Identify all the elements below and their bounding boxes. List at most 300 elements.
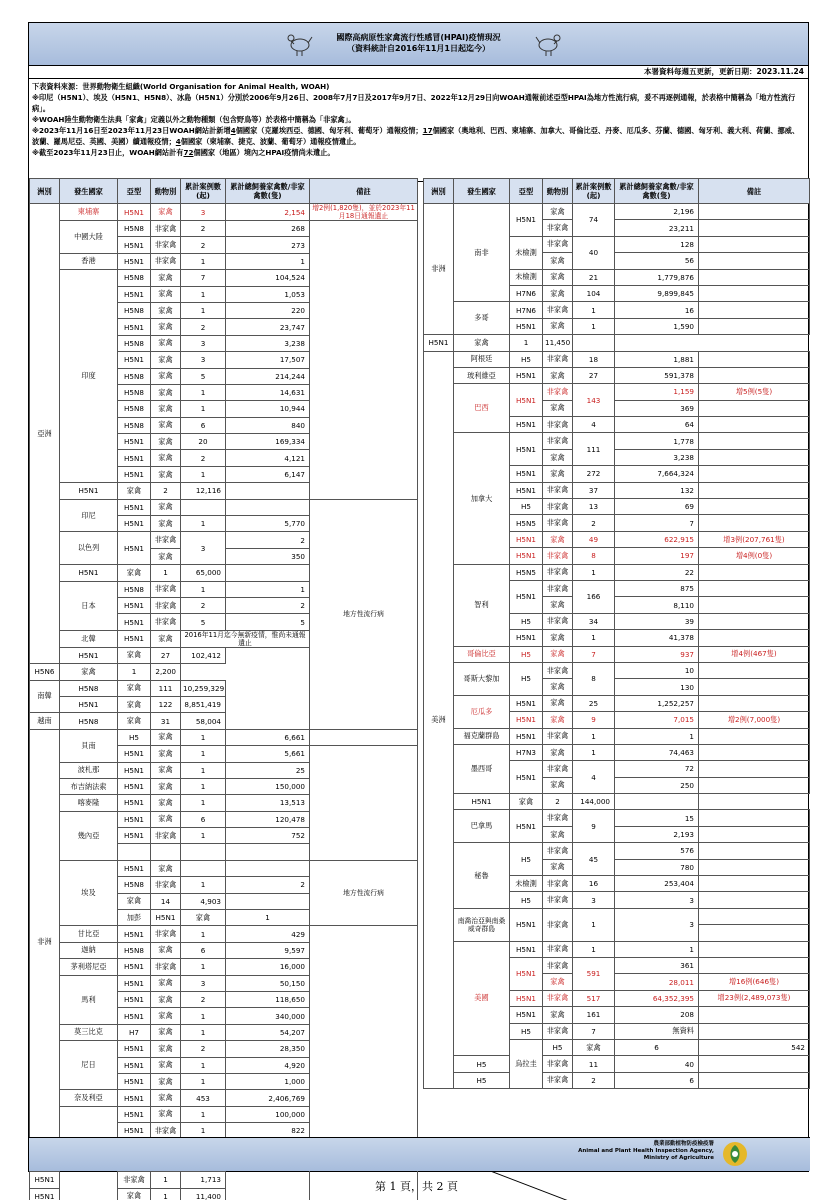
animal-cell: 家禽 (118, 483, 151, 499)
birds-cell: 780 (615, 859, 699, 875)
birds-cell: 39 (615, 613, 699, 629)
subtype-cell: H5N1 (510, 482, 543, 498)
table-row (30, 729, 418, 745)
col-remark: 備註 (310, 179, 418, 204)
cases-cell: 111 (151, 680, 181, 696)
birds-cell: 120,478 (226, 811, 310, 827)
birds-cell: 2 (226, 597, 310, 613)
subtype-cell: H7N3 (510, 744, 543, 760)
subtype-cell: H5N1 (118, 778, 151, 794)
subtype-cell: H5N1 (118, 1106, 151, 1122)
subtype-cell: H5N1 (151, 910, 181, 926)
subtype-cell: 未檢測 (510, 269, 543, 285)
birds-cell: 4,903 (181, 893, 226, 909)
col-continent: 洲別 (424, 179, 454, 204)
subtype-cell: H5N1 (118, 532, 151, 565)
birds-cell: 1,881 (615, 351, 699, 367)
source-note: 下表資料來源：世界動物衛生組織(World Organisation for Animal Health, WOAH) (32, 82, 330, 91)
birds-cell: 56 (615, 253, 699, 269)
col-country: 發生國家 (454, 179, 510, 204)
country-cell: 多哥 (454, 302, 510, 335)
country-cell: 馬利 (60, 975, 118, 1024)
cases-cell: 6 (181, 417, 226, 433)
col-birds: 累計總飼養家禽數/非家禽數(隻) (615, 179, 699, 204)
subtype-cell: H5 (454, 1072, 510, 1088)
birds-cell: 9,899,845 (615, 285, 699, 301)
birds-cell: 132 (615, 482, 699, 498)
cases-cell: 34 (573, 613, 615, 629)
birds-cell: 12,116 (181, 483, 226, 499)
cases-cell: 13 (573, 499, 615, 515)
table-row (30, 926, 418, 942)
cases-cell: 27 (151, 647, 181, 663)
subtype-cell: H5N1 (30, 1188, 60, 1200)
birds-cell: 253,404 (615, 876, 699, 892)
update-date: 本署資料每週五更新，更新日期：2023.11.24 (644, 67, 804, 76)
remark-cell (699, 285, 810, 301)
subtype-cell: H5N8 (118, 581, 151, 597)
country-cell: 茅利塔尼亞 (60, 959, 118, 975)
remark-cell: 增4例(467隻) (699, 646, 810, 662)
subtype-cell: H5N1 (118, 630, 151, 647)
animal-cell: 家禽 (543, 597, 573, 613)
remark-cell (699, 417, 810, 433)
cases-cell: 49 (573, 531, 615, 547)
cases-cell: 1 (181, 926, 226, 942)
cases-cell: 2 (181, 991, 226, 1007)
cases-cell: 1 (181, 762, 226, 778)
subtype-cell: H5N5 (510, 515, 543, 531)
remark-cell (699, 908, 810, 924)
birds-cell (226, 844, 310, 860)
table-row (424, 302, 810, 318)
birds-cell: 1,000 (226, 1073, 310, 1089)
animal-cell: 家禽 (151, 302, 181, 318)
birds-cell: 4,121 (226, 450, 310, 466)
remark-cell (699, 1072, 810, 1088)
country-cell: 貝南 (60, 729, 118, 762)
birds-cell: 64,352,395 (615, 990, 699, 1006)
cases-cell: 4 (573, 761, 615, 794)
cases-cell: 1 (181, 581, 226, 597)
subtype-cell: H7N6 (510, 302, 543, 318)
cases-cell: 1 (181, 1008, 226, 1024)
birds-cell: 1,053 (226, 286, 310, 302)
birds-cell: 6,147 (226, 466, 310, 482)
birds-cell: 50,150 (226, 975, 310, 991)
animal-cell: 家禽 (151, 1057, 181, 1073)
cases-cell: 1 (181, 384, 226, 400)
animal-cell: 家禽 (151, 499, 181, 515)
remark-cell (699, 1007, 810, 1023)
cases-cell: 1 (181, 778, 226, 794)
animal-cell: 家禽 (118, 893, 151, 909)
remark-cell (699, 925, 810, 941)
remark-cell (699, 269, 810, 285)
animal-cell: 家禽 (543, 318, 573, 334)
cases-cell: 6 (181, 811, 226, 827)
cases-cell: 8 (573, 548, 615, 564)
table-row (424, 695, 810, 711)
subtype-cell: H5N8 (118, 942, 151, 958)
subtype-cell: H5N1 (510, 941, 543, 957)
cases-cell: 2 (573, 515, 615, 531)
animal-cell: 家禽 (151, 729, 181, 745)
animal-cell: 非家禽 (151, 614, 181, 630)
birds-cell: 15 (615, 810, 699, 826)
animal-cell: 家禽 (151, 1024, 181, 1040)
cases-cell: 16 (573, 876, 615, 892)
country-cell: 埃及 (60, 860, 118, 926)
birds-cell: 840 (226, 417, 310, 433)
subtype-cell: H5N1 (510, 466, 543, 482)
animal-cell: 家禽 (151, 286, 181, 302)
birds-cell: 9,597 (226, 942, 310, 958)
country-cell: 哥斯大黎加 (454, 662, 510, 695)
cases-cell: 161 (573, 1007, 615, 1023)
subtype-cell: H5N5 (510, 564, 543, 580)
animal-cell: 家禽 (151, 1090, 181, 1106)
remark-cell (699, 843, 810, 859)
country-cell: 福克蘭群島 (454, 728, 510, 744)
cases-cell: 104 (573, 285, 615, 301)
subtype-cell: H5N1 (510, 810, 543, 843)
table-row (424, 810, 810, 826)
cases-cell: 591 (573, 957, 615, 990)
animal-cell: 非家禽 (543, 236, 573, 252)
animal-cell: 家禽 (151, 204, 181, 221)
country-cell: 加拿大 (454, 433, 510, 564)
subtype-cell: H5N1 (510, 417, 543, 433)
country-cell: 烏拉圭 (510, 1039, 543, 1088)
country-cell: 玻利維亞 (454, 367, 510, 383)
birds-cell: 576 (615, 843, 699, 859)
remark-cell (699, 810, 810, 826)
country-cell: 智利 (454, 564, 510, 646)
no-outbreak-note: 2016年11月迄今無新疫情，惟尚未通報遺止 (181, 630, 310, 647)
subtype-cell: H5N1 (118, 1090, 151, 1106)
cases-cell: 1 (181, 286, 226, 302)
animal-cell: 非家禽 (151, 253, 181, 269)
country-cell: 奈及利亞 (60, 1090, 118, 1106)
birds-cell (226, 860, 310, 876)
birds-cell: 3 (615, 908, 699, 941)
birds-cell: 8,110 (615, 597, 699, 613)
remark-cell (699, 253, 810, 269)
col-subtype: 亞型 (118, 179, 151, 204)
subtype-cell: H5N1 (510, 367, 543, 383)
animal-cell: 非家禽 (543, 843, 573, 859)
animal-cell: 非家禽 (543, 580, 573, 596)
cases-cell: 1 (226, 910, 310, 926)
cases-cell: 1 (181, 253, 226, 269)
notes-section (29, 78, 808, 182)
cases-cell: 1 (181, 828, 226, 844)
remark-cell: 增2例(1,820隻)，並於2023年11月18日通報遺止 (310, 204, 418, 221)
birds-cell: 7 (615, 515, 699, 531)
table-row (30, 860, 418, 876)
animal-cell: 家禽 (151, 548, 181, 564)
animal-cell: 家禽 (151, 417, 181, 433)
remark-cell (699, 1023, 810, 1039)
animal-cell: 非家禽 (543, 220, 573, 236)
page-subtitle: （資料統計自2016年11月1日起迄今） (347, 44, 490, 53)
country-cell: 幾內亞 (60, 811, 118, 860)
remark-cell (699, 728, 810, 744)
table-row (30, 204, 418, 221)
subtype-cell: H5 (510, 662, 543, 695)
subtype-cell: H5N1 (118, 762, 151, 778)
birds-cell: 369 (615, 400, 699, 416)
remark-cell: 增16例(646隻) (699, 974, 810, 990)
cases-cell: 1 (181, 746, 226, 762)
subtype-cell: H5N1 (510, 318, 543, 334)
country-cell: 中國大陸 (60, 221, 118, 254)
birds-cell: 250 (615, 777, 699, 793)
subtype-cell: H5N8 (118, 335, 151, 351)
subtype-cell: H5N8 (60, 680, 118, 696)
birds-cell: 72 (615, 761, 699, 777)
animal-cell: 家禽 (543, 695, 573, 711)
birds-cell: 2,193 (615, 826, 699, 842)
remark-cell: 地方性流行病 (310, 860, 418, 926)
animal-cell: 非家禽 (543, 662, 573, 678)
subtype-cell: H7N6 (510, 285, 543, 301)
subtype-cell: H5N1 (118, 450, 151, 466)
subtype-cell: H5 (510, 646, 543, 662)
animal-cell: 家禽 (151, 1008, 181, 1024)
remark-cell (615, 794, 699, 810)
cases-cell: 7 (573, 646, 615, 662)
country-cell: 秘魯 (454, 843, 510, 909)
subtype-cell: H5N1 (118, 466, 151, 482)
subtype-cell: H5N1 (118, 991, 151, 1007)
birds-cell: 16,000 (226, 959, 310, 975)
cases-cell: 1 (151, 1188, 181, 1200)
table-row (424, 646, 810, 662)
cases-cell: 1 (573, 302, 615, 318)
subtype-cell: H5N1 (118, 811, 151, 827)
remark-cell (699, 630, 810, 646)
animal-cell: 家禽 (543, 204, 573, 220)
animal-cell: 家禽 (151, 450, 181, 466)
cases-cell: 1 (181, 1123, 226, 1139)
remark-cell: 增4例(0隻) (699, 548, 810, 564)
cases-cell: 166 (573, 580, 615, 613)
subtype-cell: H5N1 (118, 499, 151, 515)
cases-cell: 21 (573, 269, 615, 285)
subtype-cell: H5N1 (424, 335, 454, 351)
subtype-cell: H5N1 (510, 695, 543, 711)
birds-cell: 875 (615, 580, 699, 596)
birds-cell: 2 (226, 532, 310, 548)
birds-cell: 118,650 (226, 991, 310, 1007)
subtype-cell: H5N1 (118, 253, 151, 269)
cases-cell: 2 (181, 237, 226, 253)
cases-cell: 14 (151, 893, 181, 909)
remark-cell (699, 679, 810, 695)
birds-cell: 1 (615, 941, 699, 957)
remark-cell (699, 892, 810, 908)
cases-cell: 1 (510, 335, 543, 351)
birds-cell: 1 (615, 728, 699, 744)
subtype-cell: H5N8 (118, 384, 151, 400)
cases-cell: 1 (181, 401, 226, 417)
table-row (30, 499, 418, 515)
subtype-cell: H5N8 (118, 270, 151, 286)
continent-cell: 非洲 (30, 729, 60, 1155)
animal-cell: 家禽 (543, 646, 573, 662)
col-birds: 累計總飼養家禽數/非家禽數(隻) (226, 179, 310, 204)
page-number: 第 1 頁，共 2 頁 (375, 1180, 458, 1193)
animal-cell: 非家禽 (151, 877, 181, 893)
birds-cell: 822 (226, 1123, 310, 1139)
animal-cell: 家禽 (151, 991, 181, 1007)
subtype-cell: H5 (543, 1039, 573, 1055)
animal-cell: 家禽 (510, 794, 543, 810)
remark-cell (699, 515, 810, 531)
chicken-icon (534, 28, 564, 58)
birds-cell: 10,259,329 (181, 680, 226, 696)
animal-cell: 非家禽 (543, 957, 573, 973)
birds-cell: 100,000 (226, 1106, 310, 1122)
subtype-cell: H5N1 (60, 565, 118, 581)
birds-cell: 2,406,769 (226, 1090, 310, 1106)
cases-cell: 5 (181, 614, 226, 630)
cases-cell: 2 (151, 483, 181, 499)
country-cell: 柬埔寨 (60, 204, 118, 221)
animal-cell: 非家禽 (151, 828, 181, 844)
animal-cell: 家禽 (151, 352, 181, 368)
cases-cell: 20 (181, 434, 226, 450)
birds-cell: 6,661 (226, 729, 310, 745)
country-cell: 布吉納法索 (60, 778, 118, 794)
subtype-cell: H5N1 (510, 728, 543, 744)
birds-cell: 2,154 (226, 204, 310, 221)
subtype-cell: H5N1 (118, 746, 151, 762)
birds-cell: 7,015 (615, 712, 699, 728)
animal-cell: 家禽 (151, 975, 181, 991)
remark-cell (699, 302, 810, 318)
cases-cell: 8 (573, 662, 615, 695)
animal-cell: 家禽 (151, 795, 181, 811)
remark-cell (699, 466, 810, 482)
subtype-cell: 未檢測 (510, 236, 543, 269)
chicken-icon (284, 28, 314, 58)
birds-cell: 5,770 (226, 516, 310, 532)
cases-cell: 3 (181, 204, 226, 221)
table-row (424, 728, 810, 744)
animal-cell: 家禽 (151, 630, 181, 647)
continent-cell: 美洲 (424, 351, 454, 1089)
birds-cell: 214,244 (226, 368, 310, 384)
cases-cell: 1 (181, 1057, 226, 1073)
cases-cell: 27 (573, 367, 615, 383)
animal-cell: 非家禽 (543, 302, 573, 318)
birds-cell: 1,778 (615, 433, 699, 449)
country-cell: 迦納 (60, 942, 118, 958)
birds-cell: 1,252,257 (615, 695, 699, 711)
birds-cell: 54,207 (226, 1024, 310, 1040)
birds-cell: 1,590 (615, 318, 699, 334)
animal-cell: 家禽 (543, 744, 573, 760)
subtype-cell: H5N1 (510, 1007, 543, 1023)
animal-cell: 家禽 (151, 384, 181, 400)
subtype-cell: H5N1 (510, 630, 543, 646)
animal-cell: 非家禽 (543, 728, 573, 744)
country-cell: 阿根廷 (454, 351, 510, 367)
cases-cell: 4 (573, 417, 615, 433)
animal-cell: 家禽 (543, 712, 573, 728)
cases-cell: 3 (573, 892, 615, 908)
animal-cell: 家禽 (151, 1041, 181, 1057)
animal-cell: 非家禽 (151, 532, 181, 548)
left-outbreak-table (29, 178, 418, 1200)
subtype-cell: H5N1 (118, 1041, 151, 1057)
country-cell: 甘比亞 (60, 926, 118, 942)
animal-cell: 非家禽 (543, 548, 573, 564)
cases-cell (181, 499, 226, 515)
subtype-cell (118, 844, 151, 860)
remark-cell: 增5例(5隻) (699, 384, 810, 400)
birds-cell: 542 (699, 1039, 810, 1055)
remark-cell (310, 746, 418, 861)
subtype-cell: H5N1 (118, 516, 151, 532)
table-row (424, 941, 810, 957)
cases-cell: 3 (181, 975, 226, 991)
country-cell: 越南 (30, 713, 60, 729)
col-subtype: 亞型 (510, 179, 543, 204)
subtype-cell: H5 (510, 1023, 543, 1039)
cases-cell: 1 (181, 1024, 226, 1040)
subtype-cell: H5N1 (118, 204, 151, 221)
cases-cell: 1 (181, 959, 226, 975)
remark-cell (699, 695, 810, 711)
col-cases: 累計案例數(起) (181, 179, 226, 204)
page-title: 國際高病原性家禽流行性感冒(HPAI)疫情現況 (336, 33, 501, 42)
cases-cell: 40 (573, 236, 615, 269)
cases-cell: 1 (181, 877, 226, 893)
animal-cell: 非家禽 (543, 761, 573, 777)
table-row (424, 433, 810, 449)
cases-cell: 6 (181, 942, 226, 958)
birds-cell: 16 (615, 302, 699, 318)
country-cell: 厄瓜多 (454, 695, 510, 728)
birds-cell: 1,713 (181, 1172, 226, 1188)
cases-cell: 1 (181, 1106, 226, 1122)
new-reports-note: ※2023年11月16日至2023年11月23日WOAH網站計新增4個國家（克羅埃西亞、德國、匈牙利、葡萄牙）通報疫情；17個國家（奧地利、巴西、柬埔寨、加拿大、哥倫比亞、丹麥、厄瓜多、芬蘭、德國、匈牙利、義大利、荷蘭、挪威、波蘭、羅馬尼亞、英國、美國）續通報疫情；4個國家（柬埔寨、捷克、波蘭、葡萄牙）通報疫情遺止。 (32, 126, 800, 146)
subtype-cell: H5N1 (118, 860, 151, 876)
birds-cell: 1,159 (615, 384, 699, 400)
animal-cell: 非家禽 (543, 564, 573, 580)
animal-cell: 非家禽 (543, 1072, 573, 1088)
birds-cell: 64 (615, 417, 699, 433)
cases-cell: 2 (543, 794, 573, 810)
animal-cell: 家禽 (543, 777, 573, 793)
animal-cell: 非家禽 (543, 384, 573, 400)
subtype-cell: H5N1 (510, 433, 543, 466)
subtype-cell: H5N8 (118, 401, 151, 417)
animal-cell: 家禽 (543, 679, 573, 695)
remark-cell (699, 859, 810, 875)
cases-cell: 31 (151, 713, 181, 729)
birds-cell (226, 499, 310, 515)
page-footer (29, 1137, 810, 1171)
table-row (424, 204, 810, 220)
cases-cell: 6 (615, 1039, 699, 1055)
remark-cell (699, 826, 810, 842)
cases-cell: 453 (181, 1090, 226, 1106)
